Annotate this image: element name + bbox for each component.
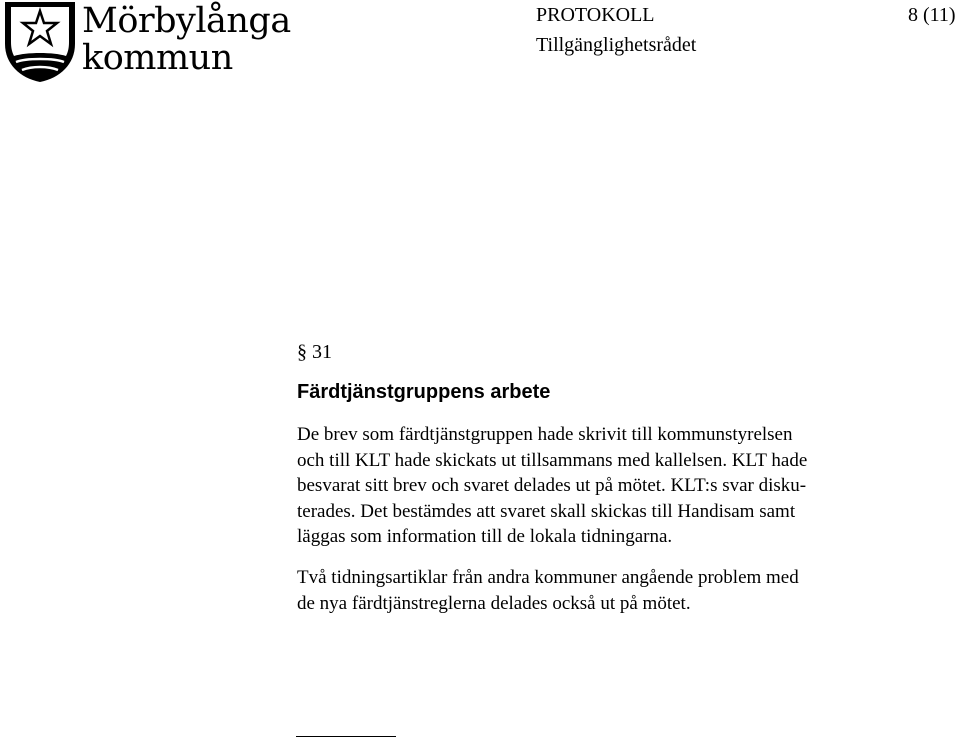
document-subtitle: Tillgänglighetsrådet [536,34,697,56]
logo-line-2: kommun [82,38,233,78]
document-type: PROTOKOLL [536,4,655,26]
coat-of-arms-icon [2,0,78,84]
page-number: 8 (11) [908,4,956,26]
footnote-separator [296,736,396,737]
paragraph-1 [297,422,937,550]
paragraph-2 [297,565,937,616]
logo-line-1: Mörbylånga [82,1,291,41]
section-number: § 31 [297,341,332,363]
text-line: terades. Det bestämdes att svaret skall skickas till Handisam samt [297,500,796,522]
text-line: läggas som information till de lokala tidningarna. [297,526,673,547]
text-line: De brev som färdtjänstgruppen hade skrivit till kommunstyrelsen [297,424,793,445]
text-line: och till KLT hade skickats ut tillsammans med kallelsen. KLT hade [297,449,808,471]
text-line: besvarat sitt brev och svaret delades ut på mötet. KLT:s svar disku- [297,475,807,496]
municipality-logo [0,0,291,84]
municipality-name [82,1,291,78]
section-heading: Färdtjänstgruppens arbete [297,381,551,403]
text-line: de nya färdtjänstreglerna delades också ut på mötet. [297,592,691,614]
text-line: Två tidningsartiklar från andra kommuner angående problem med [297,567,799,588]
